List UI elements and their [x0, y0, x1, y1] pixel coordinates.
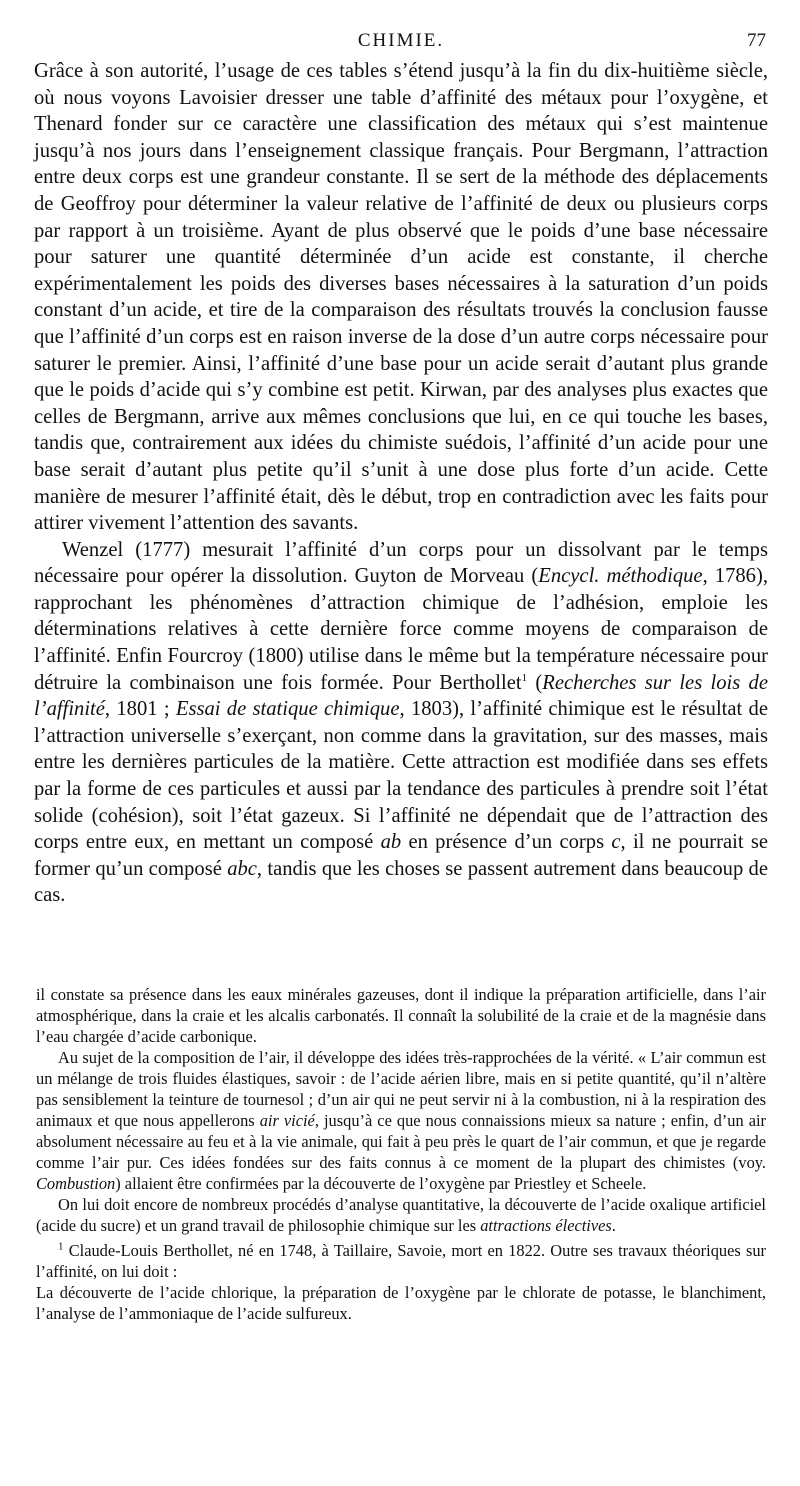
note-1: il constate sa présence dans les eaux minérales gazeuses, dont il indique la préparation artificielle, dans l’air atmosphérique, dans la craie et les alcalis carbonatés. Il connaît la solubilité de la craie et de la magnésie dans l’eau chargée d’acide carbonique. [36, 985, 766, 1046]
note-3-text-c: . [611, 1216, 616, 1235]
p2-text-a: Wenzel (1777) mesurait l’affinité d’un corps pour un dissolvant par le temps nécessaire pour opérer la dissolution. Guyton de Morveau ( [34, 538, 768, 588]
paragraph-2 [34, 537, 768, 909]
footnote-1 [36, 1240, 766, 1282]
p2-text-j: en présence d’un corps [401, 831, 612, 854]
p2-title-recherches: Recherches sur les lois de l’affinité [34, 671, 768, 721]
page-number: 77 [747, 30, 766, 51]
p2-text-l: , il ne pourrait se former qu’un composé [34, 831, 768, 880]
note-2 [36, 1047, 766, 1194]
page-header [36, 28, 766, 58]
note-3-attractions: attractions électives [480, 1216, 612, 1235]
p2-text-f: , 1801 ; [104, 698, 176, 721]
note-3 [36, 1194, 766, 1236]
p2-title-essai: Essai de statique chimique [175, 698, 400, 721]
note-2-text-a: Au sujet de la composition de l’air, il développe des idées très-rapprochées de la vérité. « L’air commun est un mélange de trois fluides élastiques, savoir : de l’acide aérien libre, mais en si petite quantité, qu’il n’altère pas sensiblement la teinture de tournesol ; d’un air qui ne peut servir ni à la combustion, ni à la respiration des animaux et que nous appellerons [36, 1048, 766, 1130]
p2-text-d: ( [527, 671, 543, 694]
p2-symbol-ab: ab [380, 831, 402, 854]
p2-title-encyclopedie: Encycl. méthodique [538, 565, 703, 588]
main-text [34, 58, 768, 909]
note-2-text-e: ) allaient être confirmées par la découverte de l’oxygène par Priestley et Scheele. [115, 1174, 647, 1193]
notes-section [36, 984, 766, 1324]
p2-symbol-abc: abc [227, 857, 257, 880]
p2-symbol-c: c [611, 831, 621, 854]
note-2-combustion: Combustion [36, 1174, 116, 1193]
running-head: CHIMIE. [357, 30, 445, 51]
footnote-1-continued: La découverte de l’acide chlorique, la préparation de l’oxygène par le chlorate de potasse, le blanchiment, l’analyse de l’ammoniaque de l’acide sulfureux. [36, 1283, 766, 1323]
p2-text-c: , 1786), rapprochant les phénomènes d’attraction chimique de l’adhésion, emploie les déterminations relatives à cette dernière force comme moyens de comparaison de l’affinité. Enfin Fourcroy (1800) utilise dans le même but la température nécessaire pour détruire la combinaison une fois formée. Pour Berthollet [34, 565, 768, 694]
p2-text-n: , tandis que les choses se passent autrement dans beaucoup de cas. [34, 857, 768, 907]
note-2-air-vicie: air vicié [259, 1111, 315, 1130]
note-3-text-a: On lui doit encore de nombreux procédés d’analyse quantitative, la découverte de l’acide oxalique artificiel (acide du sucre) et un grand travail de philosophie chimique sur les [36, 1195, 766, 1235]
footnote-text: Claude-Louis Berthollet, né en 1748, à Taillaire, Savoie, mort en 1822. Outre ses travaux théoriques sur l’affinité, on lui doit : [36, 1241, 766, 1281]
note-2-text-c: , jusqu’à ce que nous connaissions mieux sa nature ; enfin, d’un air absolument nécessaire au feu et à la vie animale, qui fait à peu près le quart de l’air commun, et que je regarde comme l’air pur. Ces idées fondées sur des faits connus à ce moment de la plupart des chimistes (voy. [36, 1111, 766, 1172]
paragraph-1: Grâce à son autorité, l’usage de ces tables s’étend jusqu’à la fin du dix-huitième siècle, où nous voyons Lavoisier dresser une table d’affinité des métaux pour l’oxygène, et Thenard fonder sur ce caractère une classification des métaux qui s’est maintenue jusqu’à nos jours dans l’enseignement classique français. Pour Bergmann, l’attraction entre deux corps est une grandeur constante. Il se sert de la méthode des déplacements de Geoffroy pour déterminer la valeur relative de l’affinité de deux ou plusieurs corps par rapport à un troisième. Ayant de plus observé que le poids d’une base nécessaire pour saturer une quantité déterminée d’un acide est constante, il cherche expérimentalement les poids des diverses bases nécessaires à la saturation d’un poids constant d’un acide, et tire de la comparaison des résultats trouvés la conclusion fausse que l’affinité d’un corps est en raison inverse de la dose d’un autre corps nécessaire pour saturer le premier. Ainsi, l’affinité d’une base pour un acide serait d’autant plus grande que le poids d’acide qui s’y combine est petit. Kirwan, par des analyses plus exactes que celles de Bergmann, arrive aux mêmes conclusions que lui, en ce qui touche les bases, tandis que, contrairement aux idées du chimiste suédois, l’affinité d’un acide pour une base serait d’autant plus petite qu’il s’unit à une dose plus forte d’un acide. Cette manière de mesurer l’affinité était, dès le début, trop en contradiction avec les faits pour attirer vivement l’attention des savants. [34, 60, 768, 535]
footnote-ref: 1 [521, 671, 528, 684]
footnote-marker: 1 [58, 1240, 64, 1253]
p2-text-h: , 1803), l’affinité chimique est le résultat de l’attraction universelle s’exerçant, non comme dans la gravitation, sur des masses, mais entre les dernières particules de la matière. Cette attraction est modifiée dans ses effets par la forme de ces particules et aussi par la tendance des particules à prendre soit l’état solide (cohésion), soit l’état gazeux. Si l’affinité ne dépendait que de l’attraction des corps entre eux, en mettant un composé [34, 698, 768, 854]
